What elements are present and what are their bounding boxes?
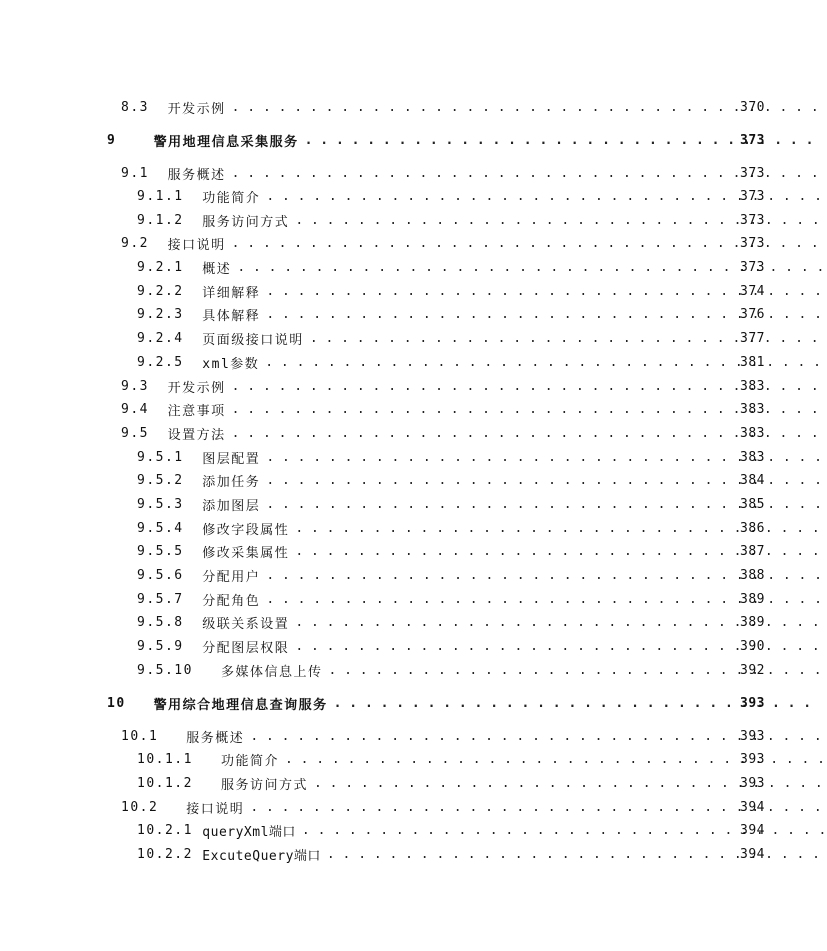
toc-entry-title: queryXml端口 [202,824,296,840]
toc-entry-number: 9.4 [121,401,149,417]
toc-entry-number: 10.1.2 [137,775,193,791]
toc-entry-number: 9.5.7 [137,591,184,607]
toc-entry-title: 警用综合地理信息查询服务 [153,697,328,713]
toc-entry[interactable] [0,541,827,561]
toc-entry[interactable] [0,797,827,817]
toc-entry-chapter[interactable] [0,693,827,713]
toc-entry[interactable] [0,660,827,680]
toc-entry-page: 392 [740,662,765,678]
toc-entry[interactable] [0,773,827,793]
toc-entry-page: 394 [740,799,765,815]
toc-entry-page: 383 [740,401,765,417]
toc-entry[interactable] [0,447,827,467]
toc-entry[interactable] [0,163,827,183]
toc-entry[interactable] [0,97,827,117]
toc-entry-title: 图层配置 [202,451,261,467]
toc-entry-number: 9.2.1 [137,259,184,275]
toc-entry-page: 381 [740,354,765,370]
toc-entry-page: 384 [740,472,765,488]
toc-entry-number: 9.5.3 [137,496,184,512]
toc-entry-title: 详细解释 [202,285,261,301]
toc-entry-title: 开发示例 [167,101,226,117]
toc-entry[interactable] [0,494,827,514]
toc-entry-title: 分配用户 [202,569,261,585]
toc-entry-page: 388 [740,567,765,583]
toc-entry-title: 概述 [202,261,232,277]
toc-entry-number: 10.2.2 [137,846,193,862]
toc-entry-title: 接口说明 [186,801,245,817]
toc-entry-number: 9.5.9 [137,638,184,654]
toc-entry-page: 373 [740,165,765,181]
toc-entry-number: 9.2.2 [137,283,184,299]
toc-entry-title: 注意事项 [167,403,226,419]
toc-entry-page: 383 [740,378,765,394]
toc-entry-number: 9.2.4 [137,330,184,346]
toc-entry[interactable] [0,186,827,206]
toc-entry[interactable] [0,820,827,840]
toc-entry[interactable] [0,518,827,538]
toc-entry-title: 接口说明 [167,237,226,253]
toc-entry-number: 9.2.5 [137,354,184,370]
toc-entry-title: 服务概述 [186,730,245,746]
toc-entry-number: 10.1 [121,728,159,744]
toc-entry-number: 9.5.2 [137,472,184,488]
toc-entry[interactable] [0,423,827,443]
toc-entry[interactable] [0,749,827,769]
toc-entry-page: 376 [740,306,765,322]
toc-entry-number: 9 [107,132,117,148]
toc-entry-page: 370 [740,99,765,115]
toc-entry-number: 9.2 [121,235,149,251]
toc-entry-title: 级联关系设置 [202,616,290,632]
toc-entry-page: 383 [740,425,765,441]
toc-entry-page: 393 [740,695,765,711]
toc-entry-number: 8.3 [121,99,149,115]
toc-entry-page: 393 [740,775,765,791]
toc-entry-page: 374 [740,283,765,299]
toc-entry[interactable] [0,233,827,253]
toc-entry-page: 389 [740,614,765,630]
toc-entry-number: 10.2.1 [137,822,193,838]
toc-entry[interactable] [0,636,827,656]
toc-entry-number: 10.2 [121,799,159,815]
toc-entry-page: 373 [740,188,765,204]
toc-entry-number: 9.5.5 [137,543,184,559]
toc-entry-chapter[interactable] [0,130,827,150]
toc-entry-title: xml参数 [202,356,260,372]
toc-entry[interactable] [0,589,827,609]
toc-entry-page: 393 [740,728,765,744]
toc-entry-title: 添加任务 [202,474,261,490]
toc-entry-title: 功能简介 [220,753,279,769]
toc-entry-title: 分配角色 [202,593,261,609]
toc-entry-number: 9.5.1 [137,449,184,465]
toc-entry-title: 开发示例 [167,380,226,396]
toc-entry[interactable] [0,257,827,277]
toc-entry-page: 387 [740,543,765,559]
toc-entry[interactable] [0,399,827,419]
toc-entry-page: 394 [740,846,765,862]
toc-entry-number: 9.2.3 [137,306,184,322]
toc-entry-number: 9.5.6 [137,567,184,583]
toc-entry[interactable] [0,328,827,348]
toc-entry-number: 10 [107,695,126,711]
toc-entry-page: 373 [740,212,765,228]
toc-entry-page: 390 [740,638,765,654]
toc-entry-title: 多媒体信息上传 [220,664,323,680]
toc-entry[interactable] [0,376,827,396]
toc-entry-page: 394 [740,822,765,838]
toc-entry-page: 373 [740,235,765,251]
toc-entry-number: 9.5.4 [137,520,184,536]
toc-entry[interactable] [0,565,827,585]
toc-entry-title: 页面级接口说明 [202,332,304,348]
toc-entry-page: 385 [740,496,765,512]
toc-entry-page: 389 [740,591,765,607]
toc-entry-title: 修改采集属性 [202,545,290,561]
toc-entry-number: 9.1 [121,165,149,181]
toc-entry[interactable] [0,281,827,301]
toc-entry-page: 373 [740,259,765,275]
toc-entry[interactable] [0,844,827,864]
toc-entry[interactable] [0,210,827,230]
toc-entry[interactable] [0,304,827,324]
toc-entry[interactable] [0,352,827,372]
toc-entry-title: 添加图层 [202,498,261,514]
toc-entry-title: ExcuteQuery端口 [202,848,321,864]
toc-entry[interactable] [0,612,827,632]
toc-entry-title: 服务访问方式 [202,214,290,230]
toc-entry-title: 服务概述 [167,167,226,183]
toc-entry-page: 377 [740,330,765,346]
toc-entry[interactable] [0,470,827,490]
toc-entry-title: 功能简介 [202,190,261,206]
toc-entry-page: 386 [740,520,765,536]
toc-entry-title: 修改字段属性 [202,522,290,538]
toc-entry-number: 9.5.8 [137,614,184,630]
toc-entry-number: 10.1.1 [137,751,193,767]
toc-entry-page: 373 [740,132,765,148]
toc-entry-number: 9.1.1 [137,188,184,204]
toc-entry-title: 设置方法 [167,427,226,443]
toc-entry[interactable] [0,726,827,746]
toc-entry-title: 服务访问方式 [220,777,308,793]
toc-entry-number: 9.5 [121,425,149,441]
toc-entry-number: 9.1.2 [137,212,184,228]
toc-entry-number: 9.5.10 [137,662,193,678]
toc-entry-title: 警用地理信息采集服务 [153,134,299,150]
toc-entry-number: 9.3 [121,378,149,394]
toc-entry-page: 393 [740,751,765,767]
toc-entry-page: 383 [740,449,765,465]
toc-entry-title: 分配图层权限 [202,640,290,656]
toc-entry-title: 具体解释 [202,308,261,324]
